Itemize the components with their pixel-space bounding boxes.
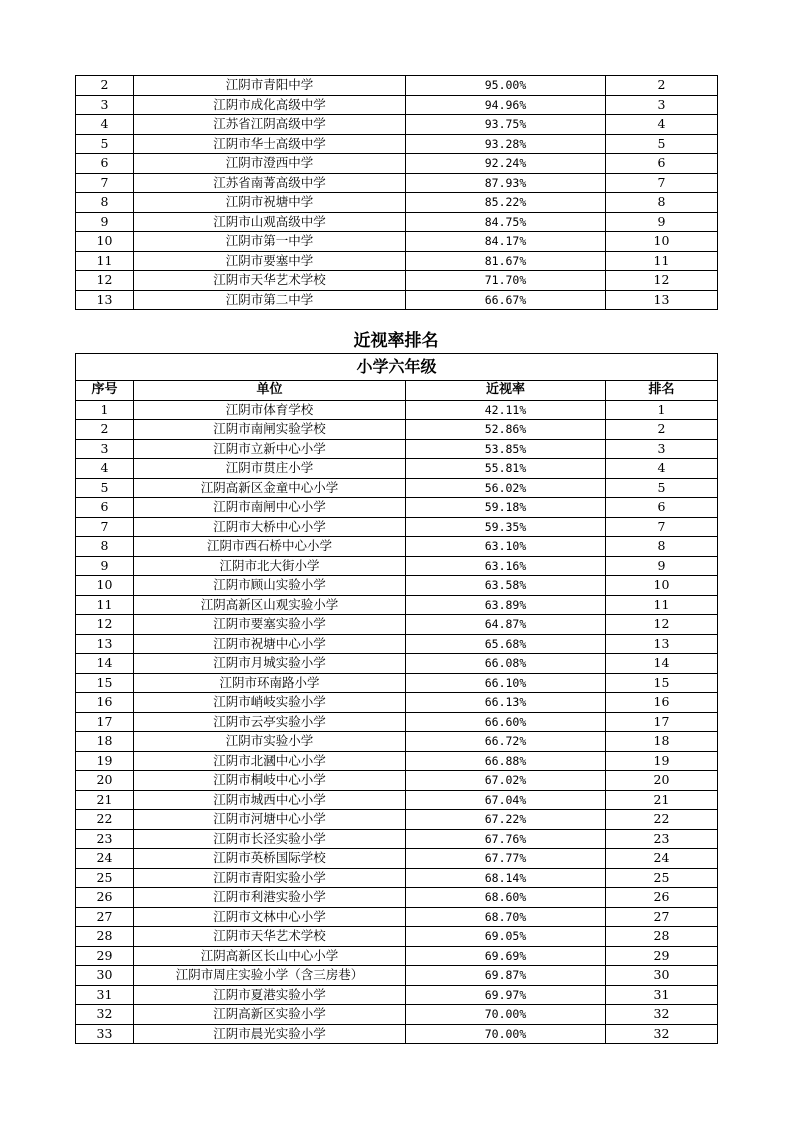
cell-unit: 江阴高新区长山中心小学: [134, 946, 406, 966]
cell-unit: 江阴市祝塘中心小学: [134, 634, 406, 654]
table-row: [76, 595, 718, 615]
cell-rate: 67.22%: [406, 810, 606, 830]
cell-no: 8: [76, 193, 134, 213]
cell-no: 8: [76, 537, 134, 557]
table-row: [76, 868, 718, 888]
cell-rank: 23: [606, 829, 718, 849]
table-row: [76, 154, 718, 174]
cell-rank: 18: [606, 732, 718, 752]
cell-rate: 68.60%: [406, 888, 606, 908]
cell-unit: 江阴市贯庄小学: [134, 459, 406, 479]
cell-rate: 93.28%: [406, 134, 606, 154]
cell-no: 33: [76, 1024, 134, 1044]
cell-rate: 84.75%: [406, 212, 606, 232]
cell-rank: 13: [606, 634, 718, 654]
cell-unit: 江阴市要塞中学: [134, 251, 406, 271]
header-no: 序号: [76, 381, 134, 401]
cell-unit: 江阴高新区金童中心小学: [134, 478, 406, 498]
cell-rank: 17: [606, 712, 718, 732]
cell-unit: 江苏省江阴高级中学: [134, 115, 406, 135]
cell-rank: 16: [606, 693, 718, 713]
cell-unit: 江阴市天华艺术学校: [134, 271, 406, 291]
cell-rate: 42.11%: [406, 400, 606, 420]
table-row: [76, 420, 718, 440]
cell-rank: 27: [606, 907, 718, 927]
cell-rate: 93.75%: [406, 115, 606, 135]
table-row: [76, 271, 718, 291]
cell-no: 23: [76, 829, 134, 849]
cell-no: 11: [76, 251, 134, 271]
table-row: [76, 115, 718, 135]
cell-no: 3: [76, 439, 134, 459]
table-row: [76, 888, 718, 908]
table-row: [76, 1024, 718, 1044]
table-row: [76, 400, 718, 420]
cell-rank: 4: [606, 115, 718, 135]
cell-unit: 江阴市第二中学: [134, 290, 406, 310]
cell-rank: 32: [606, 1005, 718, 1025]
cell-rate: 64.87%: [406, 615, 606, 635]
table-row: [76, 654, 718, 674]
cell-rank: 24: [606, 849, 718, 869]
cell-unit: 江阴市北漍中心小学: [134, 751, 406, 771]
cell-unit: 江阴市体育学校: [134, 400, 406, 420]
cell-rank: 12: [606, 271, 718, 291]
cell-rank: 10: [606, 576, 718, 596]
table-row: [76, 673, 718, 693]
cell-rate: 59.18%: [406, 498, 606, 518]
cell-no: 1: [76, 400, 134, 420]
cell-no: 18: [76, 732, 134, 752]
cell-no: 31: [76, 985, 134, 1005]
table-row: [76, 459, 718, 479]
cell-rank: 15: [606, 673, 718, 693]
cell-rate: 94.96%: [406, 95, 606, 115]
table-row: [76, 615, 718, 635]
cell-rank: 11: [606, 595, 718, 615]
cell-no: 16: [76, 693, 134, 713]
cell-rank: 6: [606, 154, 718, 174]
table-row: [76, 732, 718, 752]
cell-unit: 江阴市华士高级中学: [134, 134, 406, 154]
cell-no: 5: [76, 478, 134, 498]
cell-no: 2: [76, 420, 134, 440]
cell-no: 9: [76, 556, 134, 576]
cell-rank: 9: [606, 212, 718, 232]
cell-unit: 江阴市云亭实验小学: [134, 712, 406, 732]
cell-rate: 69.05%: [406, 927, 606, 947]
cell-unit: 江阴市英桥国际学校: [134, 849, 406, 869]
cell-unit: 江阴市立新中心小学: [134, 439, 406, 459]
cell-unit: 江阴市西石桥中心小学: [134, 537, 406, 557]
table-row: [76, 790, 718, 810]
cell-no: 14: [76, 654, 134, 674]
cell-rate: 68.70%: [406, 907, 606, 927]
cell-rank: 4: [606, 459, 718, 479]
cell-unit: 江阴市南闸中心小学: [134, 498, 406, 518]
cell-rate: 66.60%: [406, 712, 606, 732]
cell-rank: 26: [606, 888, 718, 908]
cell-rate: 63.58%: [406, 576, 606, 596]
table-row: [76, 829, 718, 849]
cell-unit: 江阴市山观高级中学: [134, 212, 406, 232]
cell-rank: 3: [606, 95, 718, 115]
cell-no: 4: [76, 459, 134, 479]
table-row: [76, 907, 718, 927]
cell-rank: 19: [606, 751, 718, 771]
cell-no: 11: [76, 595, 134, 615]
cell-rank: 32: [606, 1024, 718, 1044]
cell-rate: 67.76%: [406, 829, 606, 849]
cell-rank: 7: [606, 173, 718, 193]
top-table-body: [76, 76, 718, 310]
cell-no: 10: [76, 576, 134, 596]
table-row: [76, 556, 718, 576]
cell-rate: 84.17%: [406, 232, 606, 252]
table-row: [76, 966, 718, 986]
table-row: [76, 712, 718, 732]
table-row: [76, 498, 718, 518]
cell-no: 3: [76, 95, 134, 115]
cell-rank: 13: [606, 290, 718, 310]
cell-rank: 12: [606, 615, 718, 635]
cell-rank: 3: [606, 439, 718, 459]
cell-unit: 江阴市城西中心小学: [134, 790, 406, 810]
cell-no: 25: [76, 868, 134, 888]
cell-no: 10: [76, 232, 134, 252]
cell-rate: 65.68%: [406, 634, 606, 654]
cell-no: 29: [76, 946, 134, 966]
cell-unit: 江阴市河塘中心小学: [134, 810, 406, 830]
cell-rank: 30: [606, 966, 718, 986]
cell-rate: 66.67%: [406, 290, 606, 310]
table-row: [76, 212, 718, 232]
cell-unit: 江阴市澄西中学: [134, 154, 406, 174]
cell-unit: 江阴市祝塘中学: [134, 193, 406, 213]
cell-no: 15: [76, 673, 134, 693]
cell-rate: 81.67%: [406, 251, 606, 271]
table-row: [76, 693, 718, 713]
cell-rate: 69.69%: [406, 946, 606, 966]
header-rate: 近视率: [406, 381, 606, 401]
cell-no: 12: [76, 615, 134, 635]
cell-rate: 92.24%: [406, 154, 606, 174]
cell-unit: 江阴高新区山观实验小学: [134, 595, 406, 615]
table-row: [76, 134, 718, 154]
cell-rank: 25: [606, 868, 718, 888]
cell-unit: 江阴市青阳实验小学: [134, 868, 406, 888]
cell-rank: 10: [606, 232, 718, 252]
cell-rank: 31: [606, 985, 718, 1005]
cell-unit: 江阴市大桥中心小学: [134, 517, 406, 537]
cell-no: 6: [76, 498, 134, 518]
cell-rate: 55.81%: [406, 459, 606, 479]
cell-rate: 66.13%: [406, 693, 606, 713]
cell-no: 22: [76, 810, 134, 830]
cell-rate: 63.16%: [406, 556, 606, 576]
cell-rate: 56.02%: [406, 478, 606, 498]
cell-rank: 9: [606, 556, 718, 576]
cell-rate: 71.70%: [406, 271, 606, 291]
cell-rate: 66.72%: [406, 732, 606, 752]
cell-rate: 70.00%: [406, 1024, 606, 1044]
cell-rank: 11: [606, 251, 718, 271]
table-row: [76, 985, 718, 1005]
cell-rank: 5: [606, 478, 718, 498]
cell-rank: 7: [606, 517, 718, 537]
cell-no: 12: [76, 271, 134, 291]
cell-no: 2: [76, 76, 134, 96]
cell-unit: 江阴市顾山实验小学: [134, 576, 406, 596]
table-row: [76, 576, 718, 596]
cell-no: 17: [76, 712, 134, 732]
table-row: [76, 173, 718, 193]
cell-unit: 江阴市成化高级中学: [134, 95, 406, 115]
table-row: [76, 439, 718, 459]
table-row: [76, 95, 718, 115]
cell-rate: 67.04%: [406, 790, 606, 810]
cell-rank: 8: [606, 193, 718, 213]
cell-rate: 67.02%: [406, 771, 606, 791]
cell-no: 30: [76, 966, 134, 986]
table-row: [76, 517, 718, 537]
cell-unit: 江阴市桐岐中心小学: [134, 771, 406, 791]
cell-unit: 江阴市第一中学: [134, 232, 406, 252]
table-row: [76, 946, 718, 966]
cell-rank: 5: [606, 134, 718, 154]
header-rank: 排名: [606, 381, 718, 401]
cell-rate: 70.00%: [406, 1005, 606, 1025]
cell-rate: 63.89%: [406, 595, 606, 615]
cell-unit: 江阴市周庄实验小学（含三房巷）: [134, 966, 406, 986]
cell-no: 24: [76, 849, 134, 869]
cell-rank: 1: [606, 400, 718, 420]
header-unit: 单位: [134, 381, 406, 401]
cell-unit: 江阴市实验小学: [134, 732, 406, 752]
table-row: [76, 634, 718, 654]
cell-unit: 江阴市要塞实验小学: [134, 615, 406, 635]
cell-rank: 2: [606, 76, 718, 96]
cell-unit: 江阴市南闸实验学校: [134, 420, 406, 440]
table-row: [76, 251, 718, 271]
cell-rank: 6: [606, 498, 718, 518]
cell-rank: 8: [606, 537, 718, 557]
cell-unit: 江苏省南菁高级中学: [134, 173, 406, 193]
cell-no: 4: [76, 115, 134, 135]
cell-rate: 85.22%: [406, 193, 606, 213]
cell-no: 7: [76, 173, 134, 193]
cell-no: 13: [76, 290, 134, 310]
cell-rate: 67.77%: [406, 849, 606, 869]
grade6-ranking-table: [75, 353, 718, 1044]
cell-unit: 江阴高新区实验小学: [134, 1005, 406, 1025]
cell-no: 27: [76, 907, 134, 927]
cell-unit: 江阴市夏港实验小学: [134, 985, 406, 1005]
cell-rate: 66.10%: [406, 673, 606, 693]
table-row: [76, 290, 718, 310]
header-row: [76, 381, 718, 401]
cell-no: 20: [76, 771, 134, 791]
cell-rank: 28: [606, 927, 718, 947]
cell-rate: 69.87%: [406, 966, 606, 986]
cell-rate: 63.10%: [406, 537, 606, 557]
cell-rate: 52.86%: [406, 420, 606, 440]
cell-no: 19: [76, 751, 134, 771]
cell-no: 28: [76, 927, 134, 947]
top-ranking-table: [75, 75, 718, 310]
cell-unit: 江阴市月城实验小学: [134, 654, 406, 674]
table-row: [76, 810, 718, 830]
cell-no: 6: [76, 154, 134, 174]
table-row: [76, 751, 718, 771]
table-row: [76, 193, 718, 213]
table-row: [76, 849, 718, 869]
cell-rank: 21: [606, 790, 718, 810]
cell-unit: 江阴市晨光实验小学: [134, 1024, 406, 1044]
cell-rate: 69.97%: [406, 985, 606, 1005]
cell-rate: 66.08%: [406, 654, 606, 674]
table-row: [76, 232, 718, 252]
cell-rank: 22: [606, 810, 718, 830]
grade6-table-body: [76, 354, 718, 1044]
cell-unit: 江阴市天华艺术学校: [134, 927, 406, 947]
cell-unit: 江阴市长泾实验小学: [134, 829, 406, 849]
table-row: [76, 927, 718, 947]
cell-no: 32: [76, 1005, 134, 1025]
cell-no: 21: [76, 790, 134, 810]
table-row: [76, 76, 718, 96]
cell-no: 13: [76, 634, 134, 654]
cell-rate: 87.93%: [406, 173, 606, 193]
cell-no: 26: [76, 888, 134, 908]
section-title: 近视率排名: [353, 331, 439, 351]
table-row: [76, 1005, 718, 1025]
cell-rank: 20: [606, 771, 718, 791]
table-row: [76, 771, 718, 791]
cell-rank: 14: [606, 654, 718, 674]
cell-unit: 江阴市环南路小学: [134, 673, 406, 693]
cell-no: 9: [76, 212, 134, 232]
cell-rank: 2: [606, 420, 718, 440]
cell-no: 7: [76, 517, 134, 537]
cell-rank: 29: [606, 946, 718, 966]
cell-rate: 66.88%: [406, 751, 606, 771]
cell-unit: 江阴市青阳中学: [134, 76, 406, 96]
cell-unit: 江阴市文林中心小学: [134, 907, 406, 927]
cell-rate: 59.35%: [406, 517, 606, 537]
cell-rate: 68.14%: [406, 868, 606, 888]
table-row: [76, 537, 718, 557]
grade-label: 小学六年级: [76, 354, 718, 381]
table-row: [76, 478, 718, 498]
cell-unit: 江阴市北大街小学: [134, 556, 406, 576]
cell-unit: 江阴市利港实验小学: [134, 888, 406, 908]
cell-unit: 江阴市峭岐实验小学: [134, 693, 406, 713]
cell-no: 5: [76, 134, 134, 154]
cell-rate: 95.00%: [406, 76, 606, 96]
cell-rate: 53.85%: [406, 439, 606, 459]
grade-row: [76, 354, 718, 381]
